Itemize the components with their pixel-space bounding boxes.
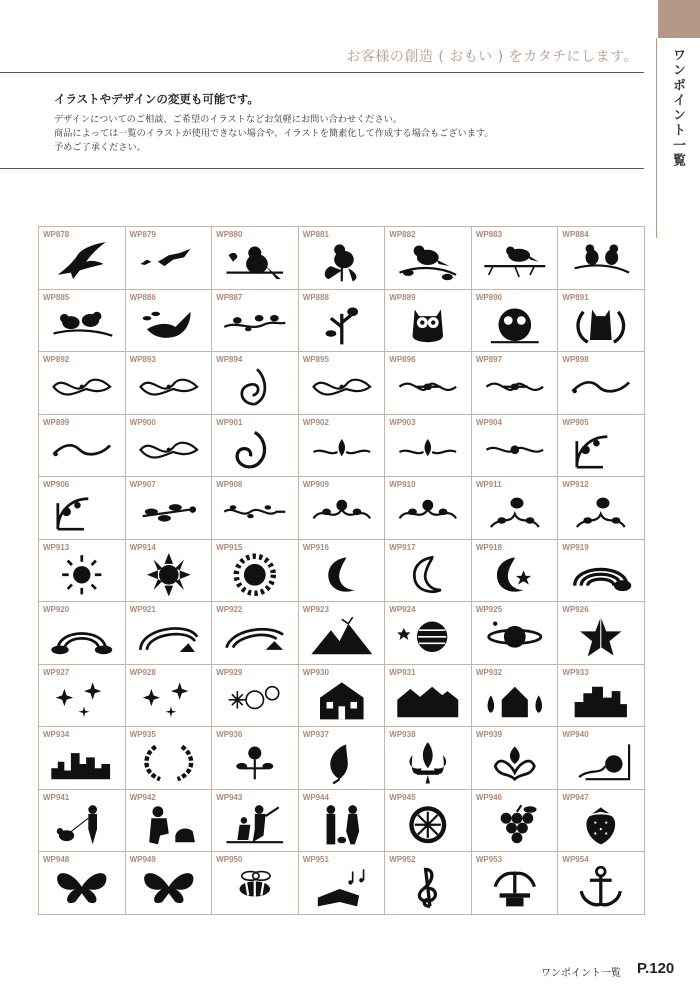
catalog-item	[212, 790, 299, 853]
catalog-item	[39, 415, 126, 478]
item-code: WP885	[43, 292, 70, 302]
item-code: WP881	[302, 230, 329, 239]
catalog-item	[385, 852, 472, 915]
flourish-icon	[307, 365, 377, 409]
rainbow-mountains-icon	[134, 615, 204, 659]
item-code: WP889	[389, 292, 416, 302]
item-code: WP914	[129, 542, 156, 552]
catalog-item	[299, 727, 386, 790]
item-code: WP878	[43, 230, 70, 239]
item-code: WP946	[475, 792, 503, 802]
item-code: WP944	[302, 792, 329, 802]
flourish-divider-icon	[393, 365, 463, 409]
catalog-item	[212, 665, 299, 728]
orange-slice-icon	[393, 803, 463, 847]
strawberry-icon	[566, 803, 636, 847]
bird-with-vines-icon	[480, 490, 550, 534]
item-code: WP939	[475, 730, 503, 740]
item-code: WP892	[43, 355, 70, 365]
item-code: WP911	[475, 480, 502, 490]
catalog-item	[385, 727, 472, 790]
item-code: WP928	[129, 667, 156, 677]
catalog-item	[212, 727, 299, 790]
item-code: WP891	[562, 292, 589, 302]
item-code: WP906	[43, 480, 70, 490]
sparkles-icon	[134, 678, 204, 722]
catalog-item	[385, 352, 472, 415]
flourish-divider-icon	[480, 365, 550, 409]
catalog-item	[299, 415, 386, 478]
catalog-item	[39, 540, 126, 603]
ringed-planet-icon	[480, 615, 550, 659]
house-icon	[307, 678, 377, 722]
fountain-icon	[480, 865, 550, 909]
owl-on-branch-icon	[480, 303, 550, 347]
item-code: WP920	[43, 605, 70, 615]
item-code: WP936	[216, 730, 243, 740]
intro-rule	[0, 168, 644, 169]
child-with-dog-icon	[47, 803, 117, 847]
catalog-item	[472, 602, 559, 665]
catalog-item	[212, 540, 299, 603]
ornate-swirl-icon	[220, 365, 290, 409]
item-code: WP899	[43, 417, 70, 427]
sun-icon	[47, 553, 117, 597]
ornament-divider-icon	[480, 428, 550, 472]
sparkles-icon	[47, 678, 117, 722]
catalog-item	[385, 290, 472, 353]
intro-line: 予めご了承ください。	[54, 142, 146, 153]
catalog-item	[385, 790, 472, 853]
two-birds-on-branch-icon	[566, 240, 636, 284]
item-code: WP924	[389, 605, 416, 615]
owl-icon	[393, 303, 463, 347]
catalog-item	[385, 227, 472, 290]
leaf-sprig-icon	[134, 490, 204, 534]
item-code: WP883	[475, 230, 503, 239]
floral-ornament-icon	[393, 490, 463, 534]
tagline: お客様の創造 ( おもい ) をカタチにします。	[346, 49, 638, 65]
page-number: P.120	[637, 960, 675, 977]
person-with-dog-icon	[134, 803, 204, 847]
item-code: WP882	[389, 230, 416, 239]
rose-corner-icon	[566, 740, 636, 784]
item-code: WP887	[216, 292, 243, 302]
two-flying-birds-icon	[134, 240, 204, 284]
catalog-item	[39, 790, 126, 853]
catalog-item	[558, 227, 645, 290]
catalog-item	[558, 540, 645, 603]
catalog-item	[385, 415, 472, 478]
flying-bird-icon	[47, 240, 117, 284]
bird-on-long-branch-icon	[480, 240, 550, 284]
item-code: WP949	[129, 855, 156, 865]
catalog-item	[472, 727, 559, 790]
catalog-item	[39, 727, 126, 790]
item-code: WP922	[216, 605, 243, 615]
item-code: WP904	[475, 417, 503, 427]
tea-leaf-icon	[307, 740, 377, 784]
catalog-item	[385, 477, 472, 540]
catalog-item	[299, 602, 386, 665]
fleur-divider-icon	[307, 428, 377, 472]
mountains-icon	[307, 615, 377, 659]
side-rule	[656, 38, 657, 238]
catalog-item	[299, 290, 386, 353]
item-code: WP893	[129, 355, 156, 365]
item-code: WP930	[302, 667, 329, 677]
houses-icon	[393, 678, 463, 722]
catalog-item	[558, 290, 645, 353]
side-label: ワンポイント一覧	[670, 48, 685, 168]
item-code: WP925	[475, 605, 503, 615]
catalog-item	[299, 665, 386, 728]
bird-on-branch-leaves-icon	[393, 240, 463, 284]
butterfly-icon	[134, 865, 204, 909]
item-code: WP940	[562, 730, 589, 740]
city-skyline-wide-icon	[47, 740, 117, 784]
item-code: WP912	[562, 480, 589, 490]
bird-on-tree-icon	[307, 303, 377, 347]
swirl-icon	[220, 428, 290, 472]
intro-line: 商品によっては一覧のイラストが使用できない場合や、イラストを簡素化して作成する場合もございます。	[54, 128, 494, 139]
item-code: WP953	[475, 855, 503, 865]
item-code: WP900	[129, 417, 156, 427]
catalog-item	[126, 727, 213, 790]
catalog-item	[472, 290, 559, 353]
swash-line-icon	[566, 365, 636, 409]
nautical-star-icon	[566, 615, 636, 659]
item-code: WP897	[475, 355, 503, 365]
header-rule	[0, 72, 644, 73]
catalog-item	[299, 790, 386, 853]
flourish-icon	[134, 428, 204, 472]
ornate-motif-icon	[480, 740, 550, 784]
moon-star-icon	[480, 553, 550, 597]
vine-border-icon	[220, 490, 290, 534]
item-code: WP898	[562, 355, 589, 365]
sparkle-circles-icon	[220, 678, 290, 722]
item-code: WP913	[43, 542, 70, 552]
bird-on-twig-icon	[307, 240, 377, 284]
catalog-item	[39, 665, 126, 728]
catalog-item	[299, 852, 386, 915]
catalog-item	[299, 227, 386, 290]
item-code: WP929	[216, 667, 243, 677]
item-code: WP951	[302, 855, 329, 865]
item-code: WP934	[43, 730, 70, 740]
catalog-item	[39, 290, 126, 353]
catalog-item	[39, 352, 126, 415]
catalog-item	[472, 477, 559, 540]
intro-heading: イラストやデザインの変更も可能です。	[54, 92, 259, 106]
catalog-item	[558, 415, 645, 478]
music-book-icon	[307, 865, 377, 909]
swash-line-icon	[47, 428, 117, 472]
sun-bold-icon	[134, 553, 204, 597]
catalog-item	[212, 477, 299, 540]
item-code: WP926	[562, 605, 589, 615]
butterfly-icon	[47, 865, 117, 909]
bird-on-branch-icon	[220, 240, 290, 284]
city-skyline-icon	[566, 678, 636, 722]
item-code: WP938	[389, 730, 416, 740]
catalog-item	[472, 227, 559, 290]
catalog-item	[39, 227, 126, 290]
owl-in-wreath-icon	[566, 303, 636, 347]
bee-icon	[220, 865, 290, 909]
item-code: WP919	[562, 542, 589, 552]
catalog-item	[126, 415, 213, 478]
floral-corner-icon	[566, 428, 636, 472]
item-code: WP894	[216, 355, 243, 365]
catalog-item	[126, 602, 213, 665]
item-code: WP888	[302, 292, 329, 302]
fleur-de-lis-icon	[393, 740, 463, 784]
item-code: WP915	[216, 542, 243, 552]
treble-clef-icon	[393, 865, 463, 909]
catalog-item	[126, 352, 213, 415]
item-code: WP935	[129, 730, 156, 740]
catalog-item	[472, 665, 559, 728]
rainbow-cloud-icon	[566, 553, 636, 597]
item-code: WP880	[216, 230, 243, 239]
catalog-item	[472, 790, 559, 853]
catalog-item	[558, 602, 645, 665]
rainbow-landscape-icon	[220, 615, 290, 659]
item-code: WP943	[216, 792, 243, 802]
catalog-item	[558, 790, 645, 853]
side-tab	[658, 0, 700, 38]
pair-of-birds-icon	[47, 303, 117, 347]
catalog-item	[212, 415, 299, 478]
planet-stars-icon	[393, 615, 463, 659]
item-code: WP907	[129, 480, 156, 490]
footer-label: ワンポイント一覧	[541, 968, 621, 979]
crescent-outline-icon	[393, 553, 463, 597]
flourish-icon	[134, 365, 204, 409]
item-code: WP903	[389, 417, 416, 427]
item-code: WP937	[302, 730, 329, 740]
catalog-item	[385, 602, 472, 665]
item-code: WP945	[389, 792, 416, 802]
catalog-item	[126, 790, 213, 853]
catalog-item	[558, 727, 645, 790]
catalog-item	[212, 352, 299, 415]
catalog-item	[212, 852, 299, 915]
item-code: WP879	[129, 230, 156, 239]
catalog-item	[299, 352, 386, 415]
fleur-divider-icon	[393, 428, 463, 472]
item-code: WP902	[302, 417, 329, 427]
catalog-item	[212, 602, 299, 665]
catalog-item	[385, 540, 472, 603]
item-code: WP954	[562, 855, 589, 865]
catalog-item	[212, 290, 299, 353]
illustration-catalog-grid	[38, 226, 645, 915]
catalog-item	[126, 665, 213, 728]
catalog-item	[126, 477, 213, 540]
grapes-icon	[480, 803, 550, 847]
item-code: WP910	[389, 480, 416, 490]
item-code: WP886	[129, 292, 156, 302]
catalog-item	[39, 852, 126, 915]
catalog-item	[558, 477, 645, 540]
item-code: WP923	[302, 605, 329, 615]
item-code: WP932	[475, 667, 503, 677]
catalog-item	[558, 665, 645, 728]
item-code: WP901	[216, 417, 243, 427]
item-code: WP890	[475, 292, 503, 302]
item-code: WP905	[562, 417, 589, 427]
catalog-item	[39, 602, 126, 665]
catalog-item	[299, 477, 386, 540]
item-code: WP947	[562, 792, 589, 802]
catalog-item	[39, 477, 126, 540]
catalog-item	[472, 415, 559, 478]
item-code: WP909	[302, 480, 329, 490]
birds-on-vine-icon	[220, 303, 290, 347]
item-code: WP917	[389, 542, 416, 552]
floral-sprig-icon	[220, 740, 290, 784]
sun-rays-icon	[220, 553, 290, 597]
item-code: WP952	[389, 855, 416, 865]
catalog-item	[126, 540, 213, 603]
crescent-moon-icon	[307, 553, 377, 597]
flourish-icon	[47, 365, 117, 409]
item-code: WP941	[43, 792, 70, 802]
item-code: WP916	[302, 542, 329, 552]
item-code: WP921	[129, 605, 156, 615]
house-trees-icon	[480, 678, 550, 722]
item-code: WP931	[389, 667, 416, 677]
floral-ornament-icon	[307, 490, 377, 534]
item-code: WP927	[43, 667, 70, 677]
bird-with-vines-icon	[566, 490, 636, 534]
catalog-item	[558, 352, 645, 415]
anchor-icon	[566, 865, 636, 909]
item-code: WP950	[216, 855, 243, 865]
intro-section	[54, 91, 644, 155]
rainbow-clouds-icon	[47, 615, 117, 659]
item-code: WP948	[43, 855, 70, 865]
catalog-item	[126, 227, 213, 290]
item-code: WP895	[302, 355, 329, 365]
catalog-item	[472, 852, 559, 915]
laurel-wreath-icon	[134, 740, 204, 784]
catalog-item	[299, 540, 386, 603]
catalog-item	[472, 540, 559, 603]
intro-line: デザインについてのご相談、ご希望のイラストなどお気軽にお問い合わせください。	[54, 114, 403, 125]
dancing-couple-icon	[220, 803, 290, 847]
floral-corner-icon	[47, 490, 117, 534]
item-code: WP942	[129, 792, 156, 802]
item-code: WP896	[389, 355, 416, 365]
item-code: WP884	[562, 230, 589, 239]
catalog-item	[558, 852, 645, 915]
catalog-item	[126, 852, 213, 915]
couple-with-dog-icon	[307, 803, 377, 847]
catalog-item	[472, 352, 559, 415]
catalog-item	[385, 665, 472, 728]
item-code: WP918	[475, 542, 503, 552]
item-code: WP933	[562, 667, 589, 677]
dove-with-branch-icon	[134, 303, 204, 347]
item-code: WP908	[216, 480, 243, 490]
catalog-item	[126, 290, 213, 353]
catalog-item	[212, 227, 299, 290]
